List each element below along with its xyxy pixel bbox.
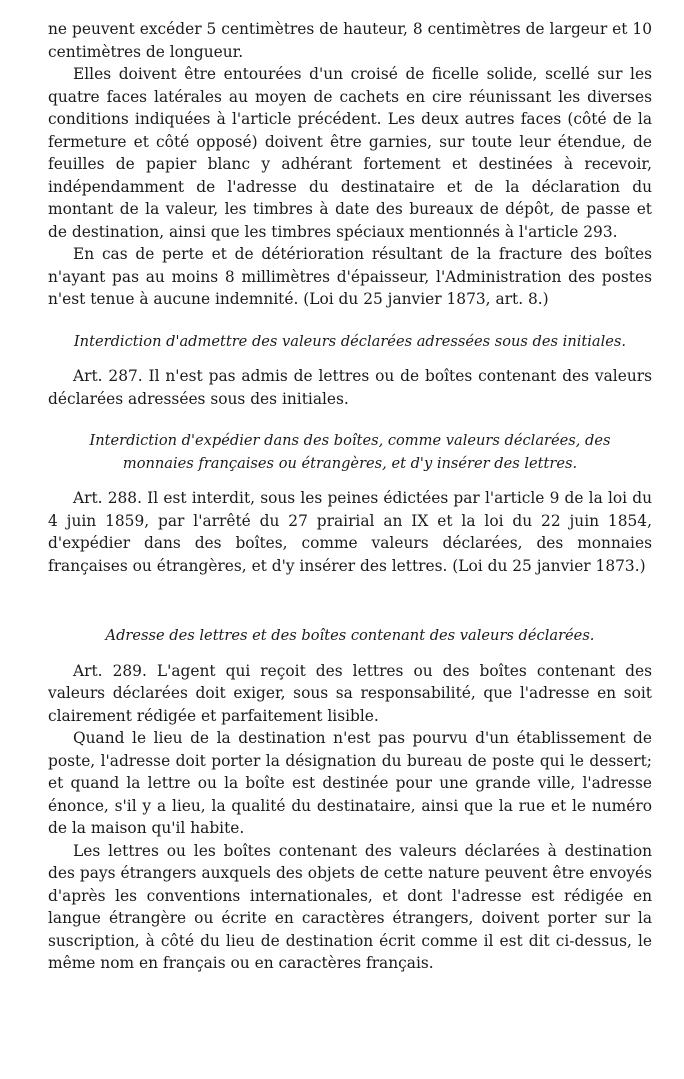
spacer	[48, 577, 652, 625]
section-289-heading: Adresse des lettres et des boîtes contenant des valeurs déclarées.	[105, 627, 595, 644]
spacer	[48, 475, 652, 487]
section-287-heading: Interdiction d'admettre des valeurs déclarées adressées sous des initiales.	[73, 332, 627, 350]
spacer	[48, 648, 652, 660]
spacer	[48, 410, 652, 430]
spacer	[48, 353, 652, 365]
continuation-paragraph: ne peuvent excéder 5 centimètres de hauteur, 8 centimètres de largeur et 10 centimètres de longueur.	[48, 20, 652, 61]
section-288-heading: Interdiction d'expédier dans des boîtes, comme valeurs déclarées, des monnaies françaises ou étrangères, et d'y insérer des lettres.	[89, 432, 611, 472]
destination-address-paragraph: Quand le lieu de la destination n'est pas pourvu d'un établissement de poste, l'adresse doit porter la désignation du bureau de poste qui le dessert; et quand la lettre ou la boîte est destinée pour une grande ville, l'adresse énonce, s'il y a lieu, la qualité du destinataire, ainsi que la rue et le numéro de la maison qu'il habite.	[48, 729, 652, 837]
sealing-paragraph: Elles doivent être entourées d'un croisé de ficelle solide, scellé sur les quatre faces latérales au moyen de cachets en cire réunissant les diverses conditions indiquées à l'article précédent. Les deux autres faces (côté de la fermeture et côté opposé) doivent être garnies, sur toute leur étendue, de feuilles de papier blanc y adhérant fortement et destinées à recevoir, indépendamment de l'adresse du destinataire et de la déclaration du montant de la valeur, les timbres à date des bureaux de dépôt, de passe et de destination, ainsi que les timbres spéciaux mentionnés à l'article 293.	[48, 65, 652, 241]
article-287-paragraph: Art. 287. Il n'est pas admis de lettres ou de boîtes contenant des valeurs déclarées adressées sous des initiales.	[48, 367, 652, 408]
foreign-destination-paragraph: Les lettres ou les boîtes contenant des valeurs déclarées à destination des pays étrangers auxquels des objets de cette nature peuvent être envoyés d'après les conventions internationales, et dont l'adresse est rédigée en langue étrangère ou écrite en caractères étrangers, doivent porter sur la suscription, à côté du lieu de destination écrit comme il est dit ci-dessus, le même nom en français ou en caractères français.	[48, 841, 652, 972]
spacer	[48, 311, 652, 331]
article-288-paragraph: Art. 288. Il est interdit, sous les peines édictées par l'article 9 de la loi du 4 juin 1859, par l'arrêté du 27 prairial an IX et la loi du 22 juin 1854, d'expédier dans des boîtes, comme valeurs déclarées, des monnaies françaises ou étrangères, et d'y insérer des lettres. (Loi du 25 janvier 1873.)	[48, 489, 652, 575]
document-page	[48, 18, 652, 975]
article-289-paragraph: Art. 289. L'agent qui reçoit des lettres ou des boîtes contenant des valeurs déclarées doit exiger, sous sa responsabilité, que l'adresse en soit clairement rédigée et parfaitement lisible.	[48, 661, 652, 725]
liability-paragraph: En cas de perte et de détérioration résultant de la fracture des boîtes n'ayant pas au moins 8 millimètres d'épaisseur, l'Administration des postes n'est tenue à aucune indemnité. (Loi du 25 janvier 1873, art. 8.)	[48, 245, 652, 308]
